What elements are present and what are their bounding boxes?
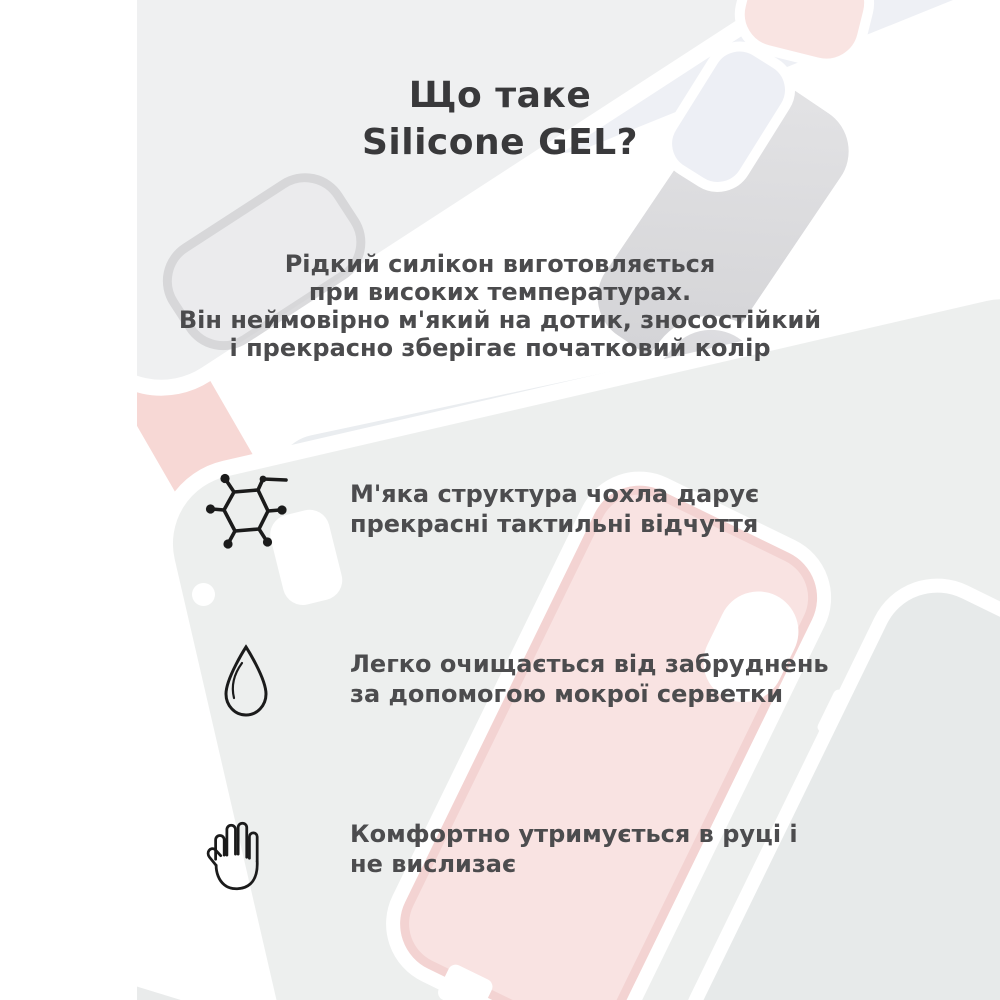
intro-line: Він неймовірно м'який на дотик, зносостійкий [178,306,822,334]
title-line-1: Що таке [408,75,592,116]
feature-soft-structure [350,479,910,539]
page-title [0,72,1000,166]
intro-line: при високих температурах. [308,278,692,306]
feature-line: Легко очищається від забруднень [350,650,829,678]
title-line-2: Silicone GEL? [361,122,639,163]
hand-icon [202,806,262,892]
feature-line: не вислизає [350,850,517,878]
feature-line: Комфортно утримується в руці і [350,820,798,848]
feature-grip [350,819,910,879]
feature-line: прекрасні тактильні відчуття [350,510,759,538]
feature-easy-clean [350,649,910,709]
water-drop-icon [218,642,274,720]
intro-line: Рідкий силікон виготовляється [284,250,716,278]
intro-line: і прекрасно зберігає початковий колір [229,334,771,362]
feature-line: за допомогою мокрої серветки [350,680,784,708]
molecule-icon [200,468,300,568]
feature-line: М'яка структура чохла дарує [350,480,760,508]
intro-paragraph [0,250,1000,362]
